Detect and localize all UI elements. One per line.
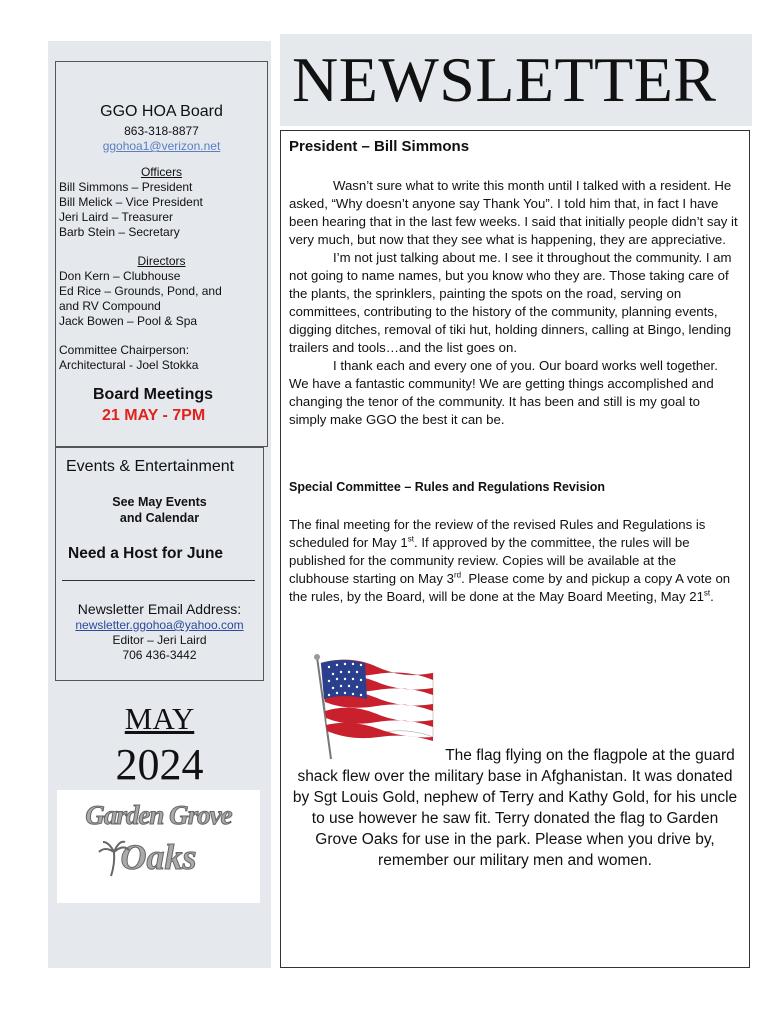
logo-line1: Garden Grove [85,800,232,830]
officers-list [59,180,264,240]
director-item: Jack Bowen – Pool & Spa [59,314,198,328]
director-item: and RV Compound [59,299,161,313]
events-panel [55,447,264,681]
special-sup: st [407,534,414,544]
see-events-line: See May Events [112,495,207,509]
board-panel [55,61,268,447]
board-phone: 863-318-8877 [124,124,199,138]
article-paragraph: Wasn’t sure what to write this month until I talked with a resident. He asked, “Why doesn’t anyone say Thank You”. I told him that, in fact I have been hearing that in the last few weeks. I said that initially people didn’t say it very much, but now that they see what is happening, they are appreciative. [289,178,738,247]
special-text: . If approved by the committee, the rules will be published for the community review. Copies will be available at the clubhouse starting on May 3 [289,535,690,586]
officer-item: Bill Simmons – President [59,180,193,194]
officer-item: Barb Stein – Secretary [59,225,180,239]
committee-chair [59,343,264,373]
special-sup: rd [453,570,462,580]
director-item: Don Kern – Clubhouse [59,269,181,283]
host-needed: Need a Host for June [68,545,224,562]
special-text: The final meeting for the review of the revised Rules and Regulations is scheduled for May 1 [289,517,706,550]
main-article-panel [280,130,750,968]
article-paragraph: I thank each and every one of you. Our board works well together. We have a fantastic community! We are getting things accomplished and changing the tenor of the community. It has been and still is my goal to simply make GGO the best it can be. [289,358,718,427]
flag-story-text: The flag flying on the flagpole at the guard shack flew over the military base in Afghanistan. It was donated by Sgt Louis Gold, nephew of Terry and Kathy Gold, for his uncle to use however he saw fit. Terry donated the flag to Garden Grove Oaks for use in the park. Please when you drive by, remember our military men and women. [292,747,738,869]
board-meetings-date: 21 MAY - 7PM [102,407,206,424]
article-paragraph: I’m not just talking about me. I see it throughout the community. I am not going to name names, but you know who they are. Those taking care of the plants, the sprinklers, painting the spots on the road, serving on committees, contributing to the history of the community, planning events, digging ditches, removal of tiki hut, holding dinners, calling at Bingo, lending trailers and tools…and the list goes on. [289,250,732,355]
directors-heading: Directors [137,254,186,268]
newsletter-email-label: Newsletter Email Address: [77,601,242,617]
events-heading: Events & Entertainment [66,458,235,475]
committee-member: Architectural - Joel Stokka [59,358,199,372]
flag-story [291,745,739,871]
board-heading: GGO HOA Board [100,103,223,120]
special-text: . Please come by and pickup a copy A vote on the rules, by the Board, will be done at the May Board Meeting, May 21 [289,571,731,604]
directors-list [59,269,264,329]
officer-item: Bill Melick – Vice President [59,195,203,209]
article-heading: President – Bill Simmons [289,138,470,155]
see-events [56,494,263,526]
logo-line2: Oaks [120,837,197,877]
issue-month: MAY [124,701,195,736]
divider [62,580,255,581]
officer-item: Jeri Laird – Treasurer [59,210,174,224]
palm-tree-icon [97,838,131,878]
special-sup: st [703,588,711,598]
committee-label: Committee Chairperson: [59,343,190,357]
board-email-link[interactable]: ggohoa1@verizon.net [102,139,221,153]
special-committee-heading: Special Committee – Rules and Regulations Revision [289,480,606,494]
officers-heading: Officers [140,165,183,179]
article-body [289,177,739,429]
editor-phone: 706 436-3442 [122,648,197,662]
see-events-line: and Calendar [119,511,200,525]
newsletter-title: NEWSLETTER [292,44,717,115]
director-item: Ed Rice – Grounds, Pond, and [59,284,222,298]
editor-name: Editor – Jeri Laird [112,633,207,647]
board-meetings-heading: Board Meetings [93,386,214,403]
newsletter-email-link[interactable]: newsletter.ggohoa@yahoo.com [75,618,244,632]
special-committee-body [289,516,739,606]
garden-grove-oaks-logo [57,790,260,903]
special-text: . [710,589,714,604]
issue-year: 2024 [115,740,204,789]
